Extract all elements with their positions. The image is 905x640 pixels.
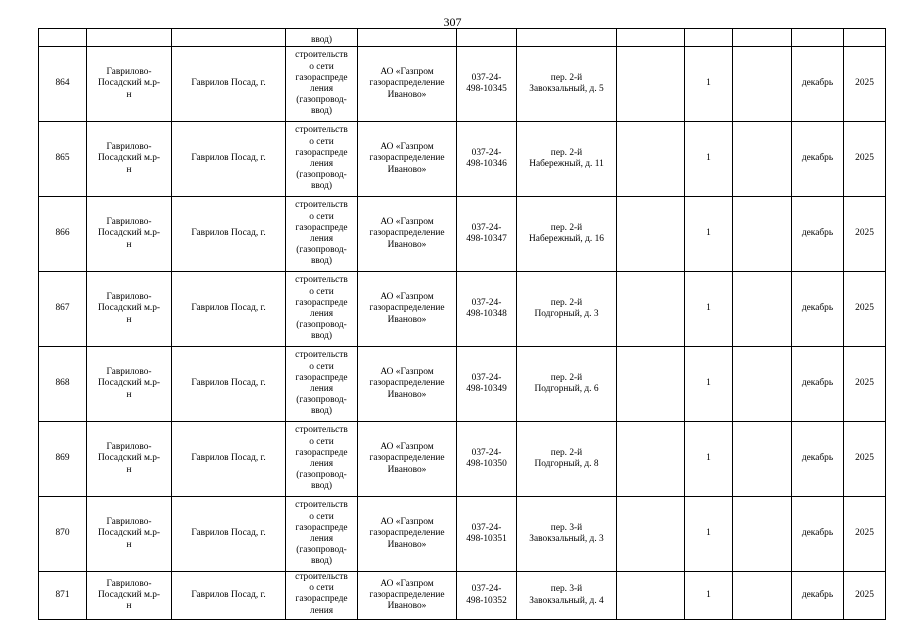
address-text: пер. 3-й Завокзальный, д. 4 (529, 584, 604, 606)
row-number-text: 869 (55, 453, 70, 464)
organization-cell (358, 572, 457, 620)
row-number (39, 272, 87, 347)
address-cell (517, 347, 617, 422)
table-row (39, 47, 886, 122)
registry-code-text: 037-24- 498-10346 (466, 147, 507, 169)
address-cell (517, 422, 617, 497)
month-text: декабрь (801, 378, 834, 389)
count-text: 1 (706, 453, 711, 464)
work-type-text: строительств о сети газораспреде ления (газопровод- ввод) (295, 125, 348, 192)
district-text: Гаврилово- Посадский м.р- н (97, 217, 161, 250)
registry-code-cell (457, 47, 517, 122)
locality-cell (172, 122, 286, 197)
district-cell (87, 422, 172, 497)
count-cell (685, 122, 733, 197)
locality-text: Гаврилов Посад, г. (191, 453, 266, 464)
work-type-cell (286, 272, 358, 347)
district-cell (87, 497, 172, 572)
registry-code-cell (457, 197, 517, 272)
continued-cell: ввод) (286, 29, 358, 47)
empty-cell (617, 422, 685, 497)
count-cell (685, 197, 733, 272)
work-type-cell (286, 47, 358, 122)
locality-text: Гаврилов Посад, г. (191, 589, 266, 600)
month-cell (792, 422, 844, 497)
month-text: декабрь (801, 153, 834, 164)
registry-code-cell (457, 497, 517, 572)
locality-text: Гаврилов Посад, г. (191, 303, 266, 314)
locality-cell (172, 497, 286, 572)
empty-cell (617, 122, 685, 197)
organization-text: АО «Газпром газораспределение Иваново» (369, 442, 445, 475)
row-number (39, 572, 87, 620)
year-text: 2025 (855, 78, 874, 89)
work-type-text: строительств о сети газораспреде ления (газопровод- ввод) (295, 425, 348, 492)
month-cell (792, 122, 844, 197)
month-text: декабрь (801, 303, 834, 314)
work-type-text: строительств о сети газораспреде ления (газопровод- ввод) (295, 275, 348, 342)
registry-code-text: 037-24- 498-10348 (466, 297, 507, 319)
organization-cell (358, 272, 457, 347)
registry-code-text: 037-24- 498-10351 (466, 522, 507, 544)
locality-cell (172, 272, 286, 347)
year-cell (844, 497, 886, 572)
row-number-text: 868 (55, 378, 70, 389)
district-cell (87, 272, 172, 347)
year-text: 2025 (855, 528, 874, 539)
empty-cell (733, 572, 792, 620)
organization-text: АО «Газпром газораспределение Иваново» (369, 367, 445, 400)
empty-cell (617, 197, 685, 272)
month-cell (792, 497, 844, 572)
table-row (39, 497, 886, 572)
organization-cell (358, 197, 457, 272)
district-cell (87, 572, 172, 620)
year-text: 2025 (855, 228, 874, 239)
registry-code-text: 037-24- 498-10347 (466, 222, 507, 244)
month-text: декабрь (801, 78, 834, 89)
row-number-text: 867 (55, 303, 70, 314)
work-type-text: строительств о сети газораспреде ления (газопровод- ввод) (295, 350, 348, 417)
work-type-cell (286, 497, 358, 572)
page-number: 307 (443, 15, 462, 29)
empty-cell (733, 197, 792, 272)
year-text: 2025 (855, 453, 874, 464)
organization-cell (358, 347, 457, 422)
district-cell (87, 197, 172, 272)
year-text: 2025 (855, 303, 874, 314)
year-text: 2025 (855, 589, 874, 600)
organization-cell (358, 47, 457, 122)
row-number-text: 865 (55, 153, 70, 164)
row-number-text: 871 (55, 589, 70, 600)
registry-code-text: 037-24- 498-10350 (466, 447, 507, 469)
district-cell (87, 47, 172, 122)
district-cell (87, 347, 172, 422)
count-cell (685, 497, 733, 572)
locality-text: Гаврилов Посад, г. (191, 228, 266, 239)
locality-cell (172, 347, 286, 422)
month-text: декабрь (801, 453, 834, 464)
district-text: Гаврилово- Посадский м.р- н (97, 442, 161, 475)
registry-code-cell (457, 272, 517, 347)
year-text: 2025 (855, 378, 874, 389)
month-cell (792, 572, 844, 620)
registry-code-cell (457, 422, 517, 497)
empty-cell (733, 47, 792, 122)
organization-text: АО «Газпром газораспределение Иваново» (369, 517, 445, 550)
address-cell (517, 497, 617, 572)
registry-code-text: 037-24- 498-10349 (466, 372, 507, 394)
address-cell (517, 272, 617, 347)
count-text: 1 (706, 303, 711, 314)
month-cell (792, 47, 844, 122)
year-text: 2025 (855, 153, 874, 164)
count-cell (685, 347, 733, 422)
locality-cell (172, 47, 286, 122)
row-number (39, 497, 87, 572)
work-type-cell (286, 572, 358, 620)
count-text: 1 (706, 378, 711, 389)
address-cell (517, 197, 617, 272)
address-text: пер. 2-й Набережный, д. 16 (529, 222, 604, 244)
address-text: пер. 2-й Подгорный, д. 3 (534, 297, 599, 319)
count-text: 1 (706, 153, 711, 164)
work-type-cell (286, 422, 358, 497)
table-body (39, 29, 886, 620)
organization-text: АО «Газпром газораспределение Иваново» (369, 578, 445, 612)
district-cell (87, 122, 172, 197)
table-row (39, 197, 886, 272)
locality-text: Гаврилов Посад, г. (191, 528, 266, 539)
month-cell (792, 347, 844, 422)
table-row (39, 122, 886, 197)
locality-cell (172, 572, 286, 620)
organization-text: АО «Газпром газораспределение Иваново» (369, 292, 445, 325)
district-text: Гаврилово- Посадский м.р- н (97, 67, 161, 100)
year-cell (844, 272, 886, 347)
year-cell (844, 122, 886, 197)
locality-cell (172, 422, 286, 497)
work-type-text: строительств о сети газораспреде ления (газопровод- ввод) (295, 50, 348, 117)
table-row (39, 272, 886, 347)
empty-cell (617, 497, 685, 572)
address-text: пер. 2-й Набережный, д. 11 (529, 147, 604, 169)
month-text: декабрь (801, 589, 834, 600)
month-cell (792, 272, 844, 347)
year-cell (844, 47, 886, 122)
organization-cell (358, 422, 457, 497)
count-cell (685, 47, 733, 122)
address-cell (517, 572, 617, 620)
year-cell (844, 422, 886, 497)
empty-cell (617, 47, 685, 122)
empty-cell (733, 422, 792, 497)
month-text: декабрь (801, 228, 834, 239)
year-cell (844, 347, 886, 422)
work-type-text: строительств о сети газораспреде ления (газопровод- ввод) (295, 500, 348, 567)
empty-cell (733, 347, 792, 422)
work-type-cell (286, 122, 358, 197)
organization-text: АО «Газпром газораспределение Иваново» (369, 217, 445, 250)
work-type-text: строительств о сети газораспреде ления (295, 572, 348, 616)
empty-cell (617, 347, 685, 422)
row-number (39, 347, 87, 422)
count-cell (685, 422, 733, 497)
work-type-cell (286, 347, 358, 422)
count-text: 1 (706, 589, 711, 600)
row-number-text: 864 (55, 78, 70, 89)
address-text: пер. 3-й Завокзальный, д. 3 (529, 522, 604, 544)
address-text: пер. 2-й Подгорный, д. 6 (534, 372, 599, 394)
registry-code-text: 037-24- 498-10345 (466, 72, 507, 94)
year-cell (844, 197, 886, 272)
row-number (39, 122, 87, 197)
locality-cell (172, 197, 286, 272)
locality-text: Гаврилов Посад, г. (191, 78, 266, 89)
table-row (39, 347, 886, 422)
row-number (39, 47, 87, 122)
continued-row (39, 29, 886, 47)
empty-cell (617, 272, 685, 347)
address-cell (517, 122, 617, 197)
address-text: пер. 2-й Завокзальный, д. 5 (529, 72, 604, 94)
gas-connection-table (38, 28, 886, 620)
count-text: 1 (706, 228, 711, 239)
empty-cell (617, 572, 685, 620)
month-text: декабрь (801, 528, 834, 539)
table-row (39, 422, 886, 497)
registry-code-cell (457, 572, 517, 620)
work-type-text: строительств о сети газораспреде ления (газопровод- ввод) (295, 200, 348, 267)
district-text: Гаврилово- Посадский м.р- н (97, 578, 161, 612)
row-number-text: 866 (55, 228, 70, 239)
empty-cell (733, 122, 792, 197)
address-cell (517, 47, 617, 122)
month-cell (792, 197, 844, 272)
work-type-cell (286, 197, 358, 272)
empty-cell (733, 497, 792, 572)
count-cell (685, 572, 733, 620)
organization-text: АО «Газпром газораспределение Иваново» (369, 67, 445, 100)
registry-code-cell (457, 122, 517, 197)
organization-cell (358, 122, 457, 197)
district-text: Гаврилово- Посадский м.р- н (97, 292, 161, 325)
district-text: Гаврилово- Посадский м.р- н (97, 517, 161, 550)
district-text: Гаврилово- Посадский м.р- н (97, 142, 161, 175)
district-text: Гаврилово- Посадский м.р- н (97, 367, 161, 400)
locality-text: Гаврилов Посад, г. (191, 378, 266, 389)
row-number-text: 870 (55, 528, 70, 539)
row-number (39, 197, 87, 272)
address-text: пер. 2-й Подгорный, д. 8 (534, 447, 599, 469)
registry-code-text: 037-24- 498-10352 (466, 584, 507, 606)
organization-text: АО «Газпром газораспределение Иваново» (369, 142, 445, 175)
count-cell (685, 272, 733, 347)
count-text: 1 (706, 78, 711, 89)
row-number (39, 422, 87, 497)
count-text: 1 (706, 528, 711, 539)
organization-cell (358, 497, 457, 572)
table-row (39, 572, 886, 620)
year-cell (844, 572, 886, 620)
empty-cell (733, 272, 792, 347)
registry-code-cell (457, 347, 517, 422)
locality-text: Гаврилов Посад, г. (191, 153, 266, 164)
